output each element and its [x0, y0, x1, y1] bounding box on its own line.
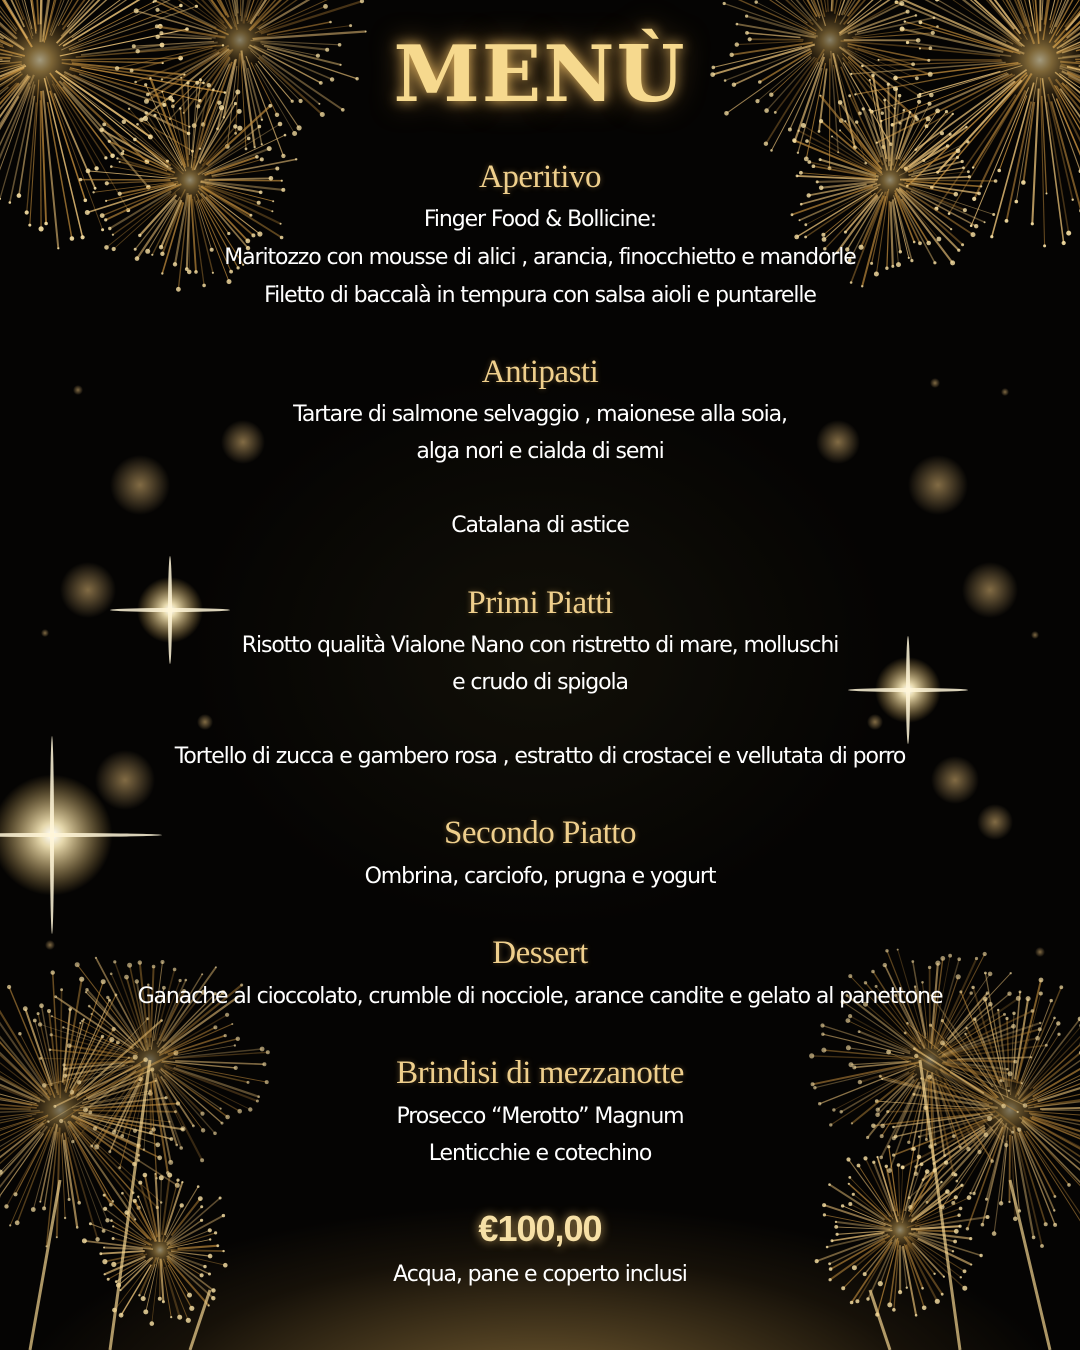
secondo-line: Ombrina, carciofo, prugna e yogurt [364, 864, 716, 889]
aperitivo-line: Finger Food & Bollicine: [423, 207, 657, 232]
brindisi-line: Prosecco “Merotto” Magnum [396, 1104, 684, 1129]
antipasti-line: alga nori e cialda di semi [416, 439, 664, 464]
brindisi-line: Lenticchie e cotechino [428, 1141, 652, 1166]
section-heading-dessert: Dessert [492, 935, 588, 971]
primi-line: e crudo di spigola [452, 670, 628, 695]
section-heading-secondo: Secondo Piatto [444, 815, 636, 851]
section-heading-antipasti: Antipasti [481, 354, 599, 390]
antipasti-line: Catalana di astice [451, 513, 629, 538]
price-note: Acqua, pane e coperto inclusi [393, 1262, 687, 1287]
primi-line: Tortello di zucca e gambero rosa , estratto di crostacei e vellutata di porro [174, 744, 906, 769]
section-heading-primi: Primi Piatti [467, 585, 613, 621]
section-heading-aperitivo: Aperitivo [479, 159, 601, 195]
menu-price: €100,00 [478, 1208, 602, 1249]
menu-title: MENÙ [393, 29, 687, 120]
dessert-line: Ganache al cioccolato, crumble di nocciole, arance candite e gelato al panettone [137, 984, 943, 1009]
primi-line: Risotto qualità Vialone Nano con ristretto di mare, molluschi [241, 633, 839, 658]
antipasti-line: Tartare di salmone selvaggio , maionese alla soia, [293, 402, 787, 427]
section-heading-brindisi: Brindisi di mezzanotte [396, 1055, 684, 1091]
aperitivo-line: Maritozzo con mousse di alici , arancia, finocchietto e mandorle [224, 245, 856, 270]
aperitivo-line: Filetto di baccalà in tempura con salsa aioli e puntarelle [264, 283, 816, 308]
